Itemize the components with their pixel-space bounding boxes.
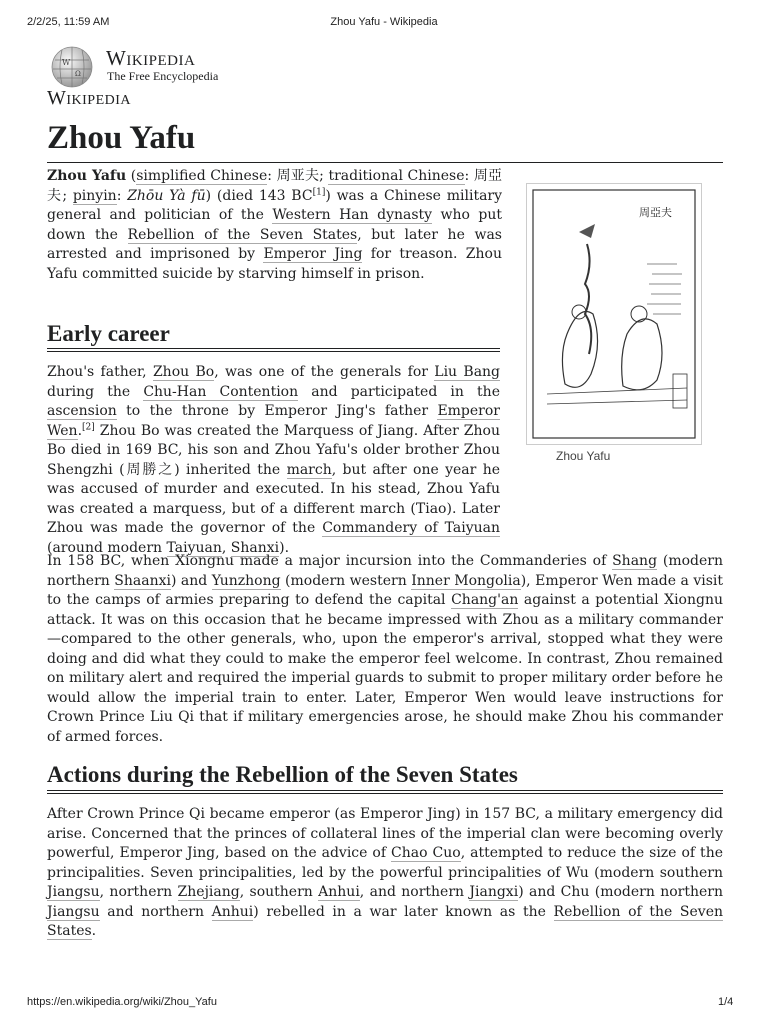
link-taiyuan[interactable]: Taiyuan xyxy=(166,539,222,556)
ref-1[interactable]: [1] xyxy=(312,186,326,197)
text: In 158 BC, when Xiongnu made a major incursion into the Commanderies of xyxy=(47,553,613,569)
link-chao-cuo[interactable]: Chao Cuo xyxy=(391,845,461,861)
intro-text: who put down the xyxy=(47,207,503,243)
link-commandery-taiyuan[interactable]: Commandery of Taiyuan xyxy=(322,520,501,536)
portrait-inscription: 周亞夫 xyxy=(639,206,672,219)
text: , was one of the generals for xyxy=(214,364,435,380)
link-chu-han-contention[interactable]: Chu-Han Contention xyxy=(143,383,299,400)
link-zhou-bo[interactable]: Zhou Bo xyxy=(152,364,215,380)
link-march[interactable]: march xyxy=(286,461,332,478)
early-career-paragraph-1a xyxy=(47,363,501,556)
link-jiangsu[interactable]: Jiangsu xyxy=(47,884,100,900)
link-rebellion-seven-states[interactable]: Rebellion of the Seven States xyxy=(127,226,358,243)
link-simplified-chinese[interactable]: simplified Chinese xyxy=(136,168,268,184)
link-emperor-jing[interactable]: Emperor Jing xyxy=(263,246,363,262)
zhou-yafu-woodcut-illustration xyxy=(527,184,701,444)
text: Zhou's father, xyxy=(47,364,153,380)
text: Zhou Bo was created the Marquess of Jiang. After Zhou Bo died in 169 BC, his son and Zhou Yafu's older brother Zhou Shengzhi (周勝之) inherited the xyxy=(47,422,500,478)
text: After Crown Prince Qi became emperor (as Emperor Jing) in 157 BC, a military emergency did arise. Concerned that the princes of collateral lines of the imperial clan were becoming overly powerful, Emperor Jing, based on the advice of xyxy=(47,806,723,861)
infobox-image[interactable] xyxy=(526,183,702,445)
link-shang[interactable]: Shang xyxy=(612,553,658,569)
text: and participated in the xyxy=(298,383,500,400)
link-ascension[interactable]: ascension xyxy=(47,403,117,419)
link-anhui-2[interactable]: Anhui xyxy=(211,903,254,920)
link-shaanxi[interactable]: Shaanxi xyxy=(114,572,171,589)
wordmark-text: Wikipedia xyxy=(106,46,196,70)
link-jiangxi[interactable]: Jiangxi xyxy=(469,884,519,900)
traditional-name: 周亞夫 xyxy=(47,168,503,204)
died-text: (died 143 BC xyxy=(216,187,313,204)
text: ) and xyxy=(170,572,212,589)
svg-text:W: W xyxy=(62,58,71,67)
svg-text:Ω: Ω xyxy=(75,70,81,78)
text: ) rebelled in a war later known as the xyxy=(253,903,554,920)
section-rule xyxy=(47,348,500,352)
print-page-title: Zhou Yafu - Wikipedia xyxy=(330,16,438,28)
simplified-name: 周亚夫 xyxy=(276,168,320,184)
ref-2[interactable]: [2] xyxy=(82,421,95,432)
wikipedia-wordmark[interactable] xyxy=(106,46,195,71)
text: against a potential Xiongnu attack. It was on this occasion that he became impressed with Zhou as a military commander—compared to the other generals, who, upon the emperor's arrival, stopped what they were doing and did what they could to make the emperor feel welcome. In contrast, Zhou remained on military alert and required the imperial guards to submit to proper military order before he would allow the imperial train to enter. Later, Emperor Wen would leave instructions for Crown Prince Liu Qi that if military emergencies arose, he should make Zhou his commander of armed forces. xyxy=(47,592,723,745)
wikipedia-globe-icon[interactable] xyxy=(47,45,97,89)
intro-text: , but later he was arrested and imprisoned by xyxy=(47,226,502,262)
text: (modern northern xyxy=(47,553,723,589)
link-zhejiang[interactable]: Zhejiang xyxy=(177,884,240,900)
title-rule xyxy=(47,162,723,163)
print-datetime: 2/2/25, 11:59 AM xyxy=(27,16,110,28)
link-pinyin[interactable]: pinyin xyxy=(72,187,117,204)
wikipedia-tagline: The Free Encyclopedia xyxy=(107,69,219,83)
text: (modern western xyxy=(280,572,412,589)
intro-text: ) was a Chinese military general and politician of the xyxy=(47,187,503,223)
text: during the xyxy=(47,383,144,400)
link-rebellion-seven-states-2[interactable]: Rebellion of the Seven States xyxy=(47,903,724,939)
intro-text: for treason. Zhou Yafu committed suicide by starving himself in prison. xyxy=(47,246,502,282)
subject-name: Zhou Yafu xyxy=(47,168,127,184)
intro-paragraph: Zhou Yafu (simplified Chinese: 周亚夫; traditional Chinese: 周亞夫; pinyin: Zhōu Yà fū) (died 143 BC[1]) was a Chinese military general and politician of the Western Han dynasty who put down the Rebellion of the Seven States, but later he was arrested and imprisoned by Emperor Jing for treason. Zhou Yafu committed suicide by starving himself in prison. xyxy=(47,168,503,282)
text: and northern xyxy=(99,903,212,920)
early-career-paragraph-2 xyxy=(47,552,723,747)
text: , xyxy=(221,539,231,556)
text: to the throne by Emperor Jing's father xyxy=(116,403,438,419)
text: , attempted to reduce the size of the principalities. Seven principalities, led by the powerful principalities of Wu (modern southern xyxy=(47,845,723,881)
section-rule xyxy=(47,790,723,794)
text: , northern xyxy=(99,884,178,900)
link-traditional-chinese[interactable]: traditional Chinese xyxy=(328,168,465,184)
print-url: https://en.wikipedia.org/wiki/Zhou_Yafu xyxy=(27,996,217,1008)
text: ). xyxy=(279,539,290,556)
heading-rebellion: Actions during the Rebellion of the Seven States xyxy=(47,762,518,787)
link-yunzhong[interactable]: Yunzhong xyxy=(211,572,281,589)
link-changan[interactable]: Chang'an xyxy=(451,592,519,608)
pinyin-name: Zhōu Yà fū xyxy=(127,187,206,204)
heading-early-career: Early career xyxy=(47,321,170,346)
print-page-number: 1/4 xyxy=(718,996,734,1008)
text: . xyxy=(77,422,83,439)
text: , and northern xyxy=(359,884,470,900)
text: ) and Chu (modern northern xyxy=(518,884,724,900)
link-liu-bang[interactable]: Liu Bang xyxy=(434,364,501,380)
figure-caption: Zhou Yafu xyxy=(556,449,611,463)
page-title: Zhou Yafu xyxy=(47,120,196,156)
link-jiangsu-2[interactable]: Jiangsu xyxy=(47,903,100,920)
link-shanxi[interactable]: Shanxi xyxy=(230,539,280,556)
link-western-han-dynasty[interactable]: Western Han dynasty xyxy=(272,207,433,223)
text: (around modern xyxy=(47,539,167,556)
link-anhui[interactable]: Anhui xyxy=(318,884,360,900)
rebellion-paragraph-1 xyxy=(47,805,723,942)
text: ), Emperor Wen made a visit to the camps of armies preparing to defend the capital xyxy=(47,572,724,608)
text: . xyxy=(91,923,97,939)
wikipedia-wordmark-small[interactable]: Wikipedia xyxy=(47,87,132,109)
link-emperor-wen[interactable]: Emperor Wen xyxy=(47,403,500,439)
text: , southern xyxy=(239,884,319,900)
text: , but after one year he was accused of murder and executed. In his stead, Zhou Yafu was created a marquess, but of a different march (Tiao). Later Zhou was made the governor of the xyxy=(47,461,501,536)
link-inner-mongolia[interactable]: Inner Mongolia xyxy=(411,572,521,589)
